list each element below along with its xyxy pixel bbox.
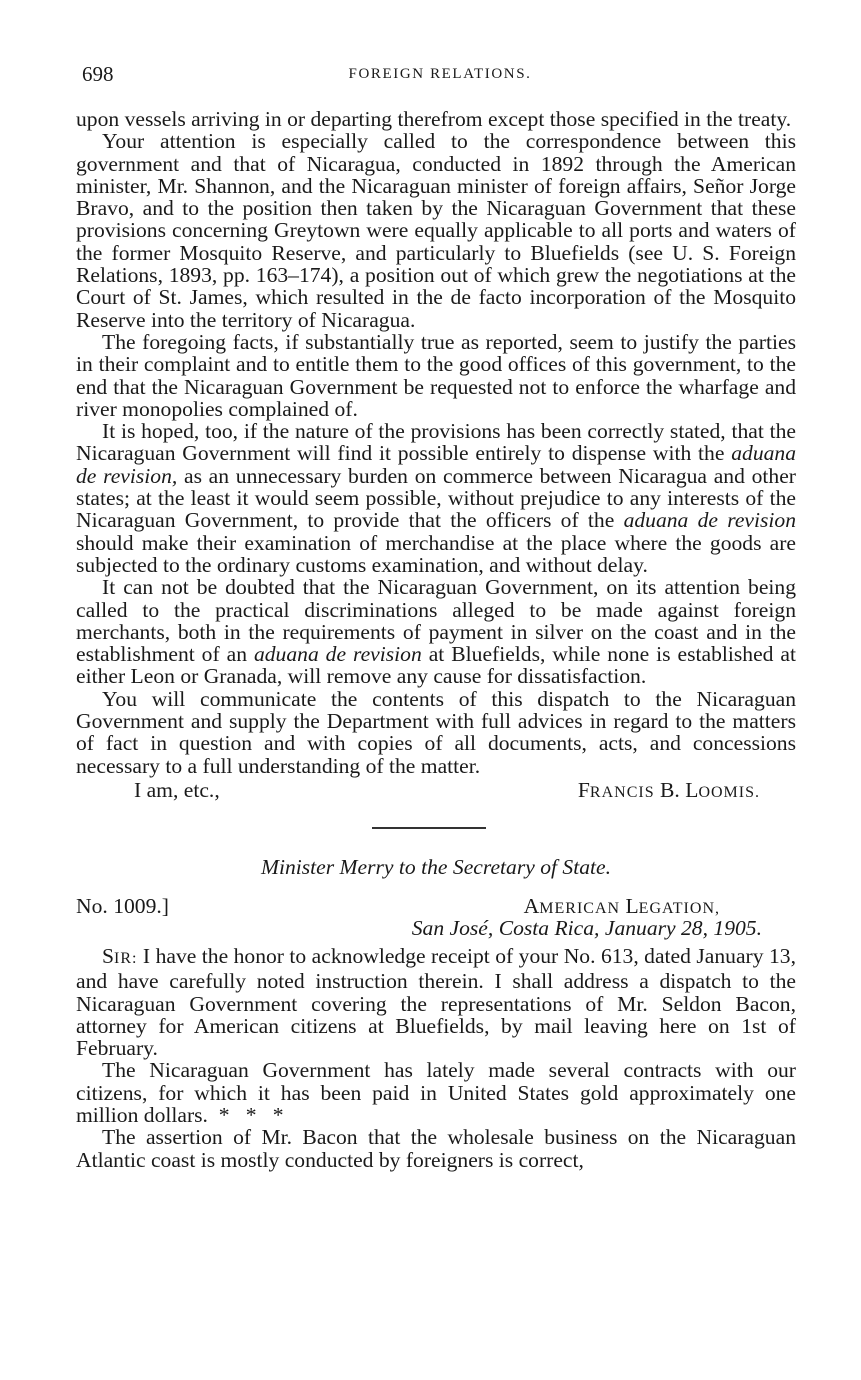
paragraph-foregoing-facts: The foregoing facts, if substantially true as reported, seem to justify the parties in their complaint and to entitle them to the good offices of this government, to the end that the Nicaraguan Government be requested not to enforce the wharfage and river monopolies complained of.: [76, 329, 796, 421]
page-body: [76, 108, 796, 1171]
legation-initial: A: [523, 893, 540, 918]
signature-smallcaps: RANCIS: [589, 783, 655, 801]
text-run: I have the honor to acknowledge receipt of your No. 613, dated January 13, and have carefully noted instruction therein. I shall address a dispatch to the Nicaraguan Government covering the representations of Mr. Seldon Bacon, attorney for American citizens at Bluefields, by mail leaving here on 1st of February.: [76, 943, 796, 1061]
text-run: It can not be doubted that the Nicaraguan Government, on its attention being called to the practical discriminations alleged to be made against foreign merchants, both in the requirements of payment in silver on the coast and in the establishment of an: [76, 575, 796, 667]
text-run: should make their examination of merchandise at the place where the goods are subjected to the ordinary customs examination, and without delay.: [76, 530, 796, 577]
paragraph-continued: upon vessels arriving in or departing therefrom except those specified in the treaty.: [76, 107, 792, 131]
legation-smallcaps: MERICAN: [539, 899, 621, 917]
text-run: The Nicaraguan Government has lately made several contracts with our citizens, for which it has been paid in United States gold approximately one million dollars.: [76, 1058, 796, 1127]
salutation-smallcaps: IR:: [114, 949, 138, 967]
italic-term: aduana de revision: [623, 508, 796, 533]
paragraph-communicate: You will communicate the contents of this dispatch to the Nicaraguan Government and supply the Department with full advices in regard to the matters of fact in question and with copies of all documents, acts, and concessions necessary to a full understanding of the matter.: [76, 686, 796, 778]
paragraph-contracts: [76, 1059, 796, 1126]
paragraph-assertion: The assertion of Mr. Bacon that the wholesale business on the Nicaraguan Atlantic coast is mostly conducted by foreigners is correct,: [76, 1125, 796, 1172]
legation-smallcaps: EGATION,: [638, 899, 720, 917]
ellipsis-stars: * * *: [218, 1102, 284, 1127]
text-run: as an unnecessary burden on commerce between Nicaragua and other states; at the least it would seem possible, without prejudice to any interests of the Nicaraguan Government, to provide that the officers of the: [76, 463, 796, 533]
running-title: FOREIGN RELATIONS.: [348, 66, 532, 82]
document-title: Minister Merry to the Secretary of State.: [260, 854, 611, 879]
merry-dispatch: [76, 855, 796, 1171]
signature-initial: L: [685, 777, 699, 802]
dispatch-heading: [76, 895, 796, 945]
signature-initial: F: [577, 777, 590, 802]
italic-term: aduana de revision,: [76, 441, 796, 488]
closing-line: [76, 779, 796, 805]
signature-smallcaps: OOMIS.: [698, 783, 760, 801]
signature-middle: B.: [660, 777, 680, 802]
text-run: It is hoped, too, if the nature of the provisions has been correctly stated, that the Nicaraguan Government will find it possible entirely to dispense with the: [76, 419, 796, 466]
page-header: [82, 62, 798, 88]
paragraph-acknowledge: [76, 945, 796, 1059]
page-number: 698: [82, 62, 114, 86]
dispatch-number: No. 1009.]: [76, 893, 169, 918]
loomis-instruction: [76, 108, 796, 805]
legation-initial: L: [625, 893, 639, 918]
section-divider: [372, 827, 486, 829]
text-run: at Bluefields, while none is established at either Leon or Granada, will remove any cause for dissatisfaction.: [76, 642, 797, 689]
place-date: San José, Costa Rica, January 28, 1905.: [411, 915, 762, 940]
paragraph-correspondence: Your attention is especially called to the correspondence between this government and that of Nicaragua, conducted in 1892 through the American minister, Mr. Shannon, and the Nicaraguan minister of foreign affairs, Señor Jorge Bravo, and to the position then taken by the Nicaraguan Government that these provisions concerning Greytown were equally applicable to all ports and waters of the former Mosquito Reserve, and particularly to Bluefields (see U. S. Foreign Relations, 1893, pp. 163–174), a position out of which grew the negotiations at the Court of St. James, which resulted in the de facto incorporation of the Mosquito Reserve into the territory of Nicaragua.: [76, 129, 796, 332]
paragraph-aduana: [76, 420, 796, 576]
paragraph-discriminations: [76, 576, 796, 687]
italic-term: aduana de revision: [253, 642, 422, 667]
salutation-initial: S: [102, 943, 115, 968]
signature: [578, 779, 760, 804]
closing-phrase: I am, etc.,: [134, 777, 220, 802]
